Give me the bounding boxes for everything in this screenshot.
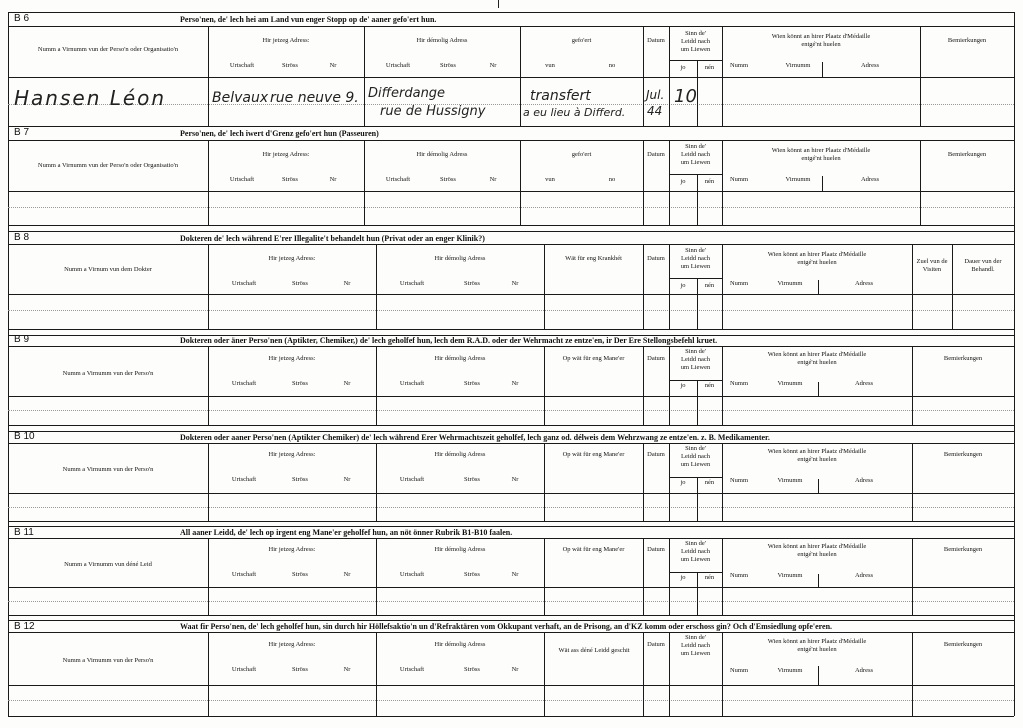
section-b8-title: Dokteren de' lech während E'rer Illegalite't behandelt hun (Privat oder an enger Klinik?) [180,234,485,243]
section-b8-id: B 8 [14,232,30,243]
section-b9-title: Dokteren oder äner Perso'nen (Aptikter, Chemiker,) de' lech geholfef hun, lech dem R.A.D. oder der Wehrmacht ze entze'en, ir Der Ere Stellongsbefehl kruet. [180,336,718,345]
frame-right [1014,12,1015,716]
col-name-org: Numm a Virnumm vun der Perso'n oder Organisatio'n [37,46,179,53]
section-b6-title: Perso'nen, de' lech hei am Land vun enger Stopp op de' aaner gefo'ert hun. [180,15,437,24]
entry-date-month: Jul. [646,88,665,102]
entry-current-street: rue neuve 9. [270,90,359,106]
entry-old-locality: Differdange [368,86,446,101]
col-manner: Op wät für eng Mane'er [562,355,625,362]
col-led-name: Numm a Virnumm vun déné Leid [64,561,152,568]
entry-led-from: transfert [530,88,591,104]
section-b10-title: Dokteren oder aaner Perso'nen (Aptikter Chemiker) de' lech während Erer Wehrmachtszeit geholfef, lech ganz od. délweis dem Wehrzwang ze entze'en. z. B. Medikamenter. [180,433,770,442]
section-b12-title: Waat fir Perso'nen, de' lech geholfef hun, sin durch hir Höllefsaktio'n un d'Refraktären vom Okkupant verhaft, an de Prisong, an d'KZ komm oder erschoss gin? Och d'Emsiedlung opfe'eren. [180,622,833,631]
col-person-name: Numm a Virnumm vun der Perso'n [62,370,154,377]
frame-left [8,12,9,716]
frame-bottom [8,716,1014,717]
entry-date-year: 44 [647,104,663,118]
col-doctor-name: Numm a Virnum vun dem Dokter [64,266,152,273]
section-b11-id: B 11 [14,527,34,538]
col-what-happened: Wät ass déné Leidd geschit [558,647,630,654]
col-illness: Wät für eng Krankhét [565,255,622,262]
section-b12-id: B 12 [14,621,35,632]
col-visits: Zuel vun de Visiten [916,258,948,273]
top-mark [498,0,499,8]
section-b7-id: B 7 [14,127,30,138]
section-b10-id: B 10 [14,431,35,442]
entry-sense-yes: 10 [674,86,697,107]
entry-led-to: a eu lieu à Differd. [523,106,626,119]
entry-name: Hansen Léon [14,86,167,110]
col-duration: Dauer vun der Behandl. [964,258,1002,273]
entry-old-street: rue de Hussigny [380,104,486,119]
section-b11-title: All aaner Leidd, de' lech op irgent eng Mane'er geholfef hun, an nöt önner Rubrik B1-B10 faalen. [180,528,513,537]
section-b6-id: B 6 [14,13,30,24]
entry-current-locality: Belvaux [212,90,269,106]
section-b7-title: Perso'nen, de' lech iwert d'Grenz gefo'ert hun (Passeuren) [180,129,379,138]
section-b9-id: B 9 [14,334,30,345]
